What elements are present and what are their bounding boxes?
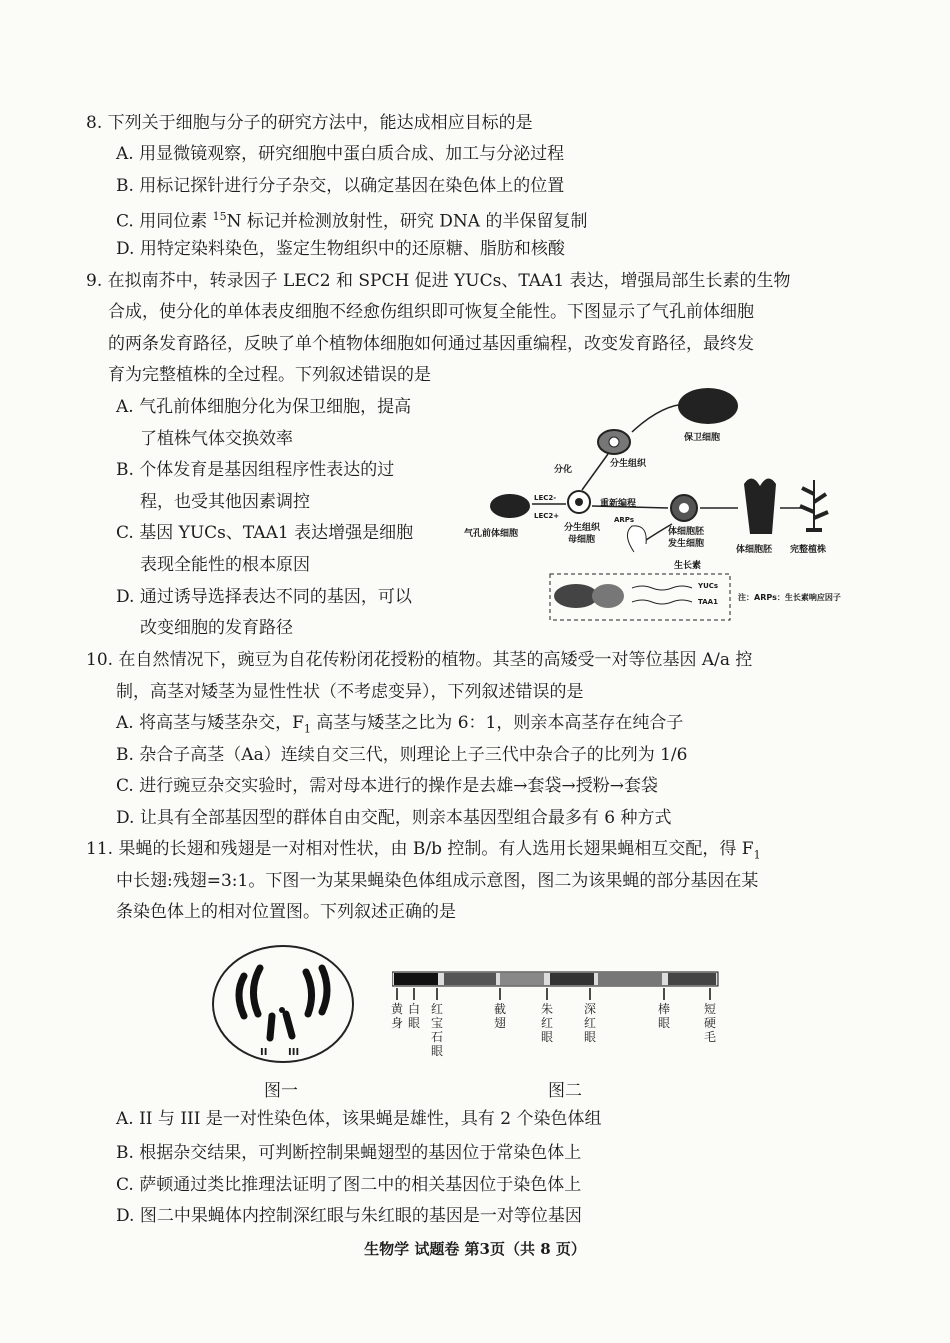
q10-option-b: B. 杂合子高茎（Aa）连续自交三代，则理论上子三代中杂合子的比列为 1/6 bbox=[116, 745, 688, 765]
q11-stem-1-sub: 1 bbox=[753, 848, 761, 862]
q11-option-a: A. II 与 III 是一对性染色体，该果蝇是雄性，具有 2 个染色体组 bbox=[116, 1109, 602, 1129]
cell-outline bbox=[213, 946, 353, 1062]
q9-figure-drawing bbox=[462, 384, 842, 644]
label-differentiation: 分化 bbox=[554, 465, 573, 475]
q8-option-c bbox=[116, 206, 588, 233]
label-meristemoid: 分生组织 bbox=[610, 459, 647, 469]
gene-label-carmine-eye: 深红眼 bbox=[583, 1002, 596, 1044]
gene-label-yellow-body: 黄身 bbox=[390, 1002, 403, 1030]
q9-option-a-2: 了植株气体交换效率 bbox=[140, 429, 293, 449]
precursor-cell bbox=[490, 494, 530, 518]
chromosome-ii-iii bbox=[270, 1014, 292, 1038]
label-whole-plant: 完整植株 bbox=[790, 545, 827, 555]
fig1-caption: 图一 bbox=[264, 1081, 298, 1101]
q9-option-a-1: A. 气孔前体细胞分化为保卫细胞，提高 bbox=[116, 397, 412, 417]
gene-label-ruby-eye: 红宝石眼 bbox=[430, 1002, 443, 1058]
label-mother-cell-1: 分生组织 bbox=[564, 523, 601, 533]
fig1-label-ii: II bbox=[260, 1047, 268, 1058]
gene-label-cut-wing: 截翅 bbox=[493, 1002, 506, 1030]
gene-label-vermilion-eye: 朱红眼 bbox=[540, 1002, 553, 1044]
q8-c-pre: C. 用同位素 bbox=[116, 211, 213, 232]
q11-stem-1 bbox=[86, 838, 761, 866]
somatic-embryo-shape bbox=[744, 478, 776, 534]
chromosome-pair-left bbox=[239, 968, 260, 1016]
label-precursor: 气孔前体细胞 bbox=[464, 529, 519, 539]
label-auxin: 生长素 bbox=[674, 561, 702, 571]
label-lec2-plus: LEC2+ bbox=[534, 512, 560, 520]
label-taa1: TAA1 bbox=[698, 598, 718, 606]
label-note: 注：ARPs：生长素响应因子 bbox=[738, 593, 841, 602]
label-guard-cell: 保卫细胞 bbox=[684, 433, 721, 443]
q10-option-d: D. 让具有全部基因型的群体自由交配，则亲本基因型组合最多有 6 种方式 bbox=[116, 808, 672, 828]
q11-figure-1-chromosomes bbox=[210, 942, 360, 1066]
label-mother-cell-2: 母细胞 bbox=[568, 535, 596, 545]
q11-stem-2: 中长翅:残翅=3:1。下图一为某果蝇染色体组成示意图，图二为该果蝇的部分基因在某 bbox=[116, 871, 759, 891]
q9-development-figure bbox=[462, 384, 842, 644]
label-somatic-embryo: 体细胞胚 bbox=[736, 545, 773, 555]
q11-option-b: B. 根据杂交结果，可判断控制果蝇翅型的基因位于常染色体上 bbox=[116, 1143, 582, 1163]
q9-option-c-2: 表现全能性的根本原因 bbox=[140, 555, 310, 575]
fig1-label-iii: III bbox=[288, 1047, 300, 1058]
guard-cell-shape bbox=[678, 388, 738, 424]
gene-label-short-bristle: 短硬毛 bbox=[703, 1002, 716, 1044]
chromosome-pair-right bbox=[306, 968, 327, 1014]
q11-figure-2-chromosome-map bbox=[392, 970, 722, 1002]
q10-option-a bbox=[116, 712, 683, 740]
q10-stem-2: 制，高茎对矮茎为显性性状（不考虑变异），下列叙述错误的是 bbox=[116, 682, 584, 702]
q8-option-d: D. 用特定染料染色，鉴定生物组织中的还原糖、脂肪和核酸 bbox=[116, 239, 565, 259]
gene-position-ticks bbox=[397, 988, 710, 1000]
gene-label-bar-eye: 棒眼 bbox=[657, 1002, 670, 1030]
q9-option-d-2: 改变细胞的发育路径 bbox=[140, 618, 293, 638]
label-embryo-origin-2: 发生细胞 bbox=[668, 539, 705, 549]
label-arps: ARPs bbox=[614, 516, 634, 524]
label-embryo-origin-1: 体细胞胚 bbox=[668, 527, 705, 537]
q11-stem-3: 条染色体上的相对位置图。下列叙述正确的是 bbox=[116, 902, 456, 922]
q9-stem-3: 的两条发育路径，反映了单个植物体细胞如何通过基因重编程，改变发育路径，最终发 bbox=[108, 334, 754, 354]
q11-option-c: C. 萨顿通过类比推理法证明了图二中的相关基因位于染色体上 bbox=[116, 1175, 582, 1195]
q8-stem: 8. 下列关于细胞与分子的研究方法中，能达成相应目标的是 bbox=[86, 113, 533, 133]
q9-option-b-2: 程，也受其他因素调控 bbox=[140, 492, 310, 512]
q9-option-d-1: D. 通过诱导选择表达不同的基因，可以 bbox=[116, 587, 412, 607]
q9-stem-2: 合成，使分化的单体表皮细胞不经愈伤组织即可恢复全能性。下图显示了气孔前体细胞 bbox=[108, 302, 754, 322]
label-lec2-minus: LEC2- bbox=[534, 494, 557, 502]
q9-option-c-1: C. 基因 YUCs、TAA1 表达增强是细胞 bbox=[116, 523, 414, 543]
gene-label-white-eye: 白眼 bbox=[407, 1002, 420, 1030]
q10-a-post: 高茎与矮茎之比为 6：1，则亲本高茎存在纯合子 bbox=[310, 713, 684, 733]
q8-option-a: A. 用显微镜观察，研究细胞中蛋白质合成、加工与分泌过程 bbox=[116, 144, 565, 164]
q11-option-d: D. 图二中果蝇体内控制深红眼与朱红眼的基因是一对等位基因 bbox=[116, 1206, 582, 1226]
q8-c-post: N 标记并检测放射性，研究 DNA 的半保留复制 bbox=[226, 211, 588, 232]
q9-stem-1: 9. 在拟南芥中，转录因子 LEC2 和 SPCH 促进 YUCs、TAA1 表达，增强局部生长素的生物 bbox=[86, 271, 791, 291]
q10-option-c: C. 进行豌豆杂交实验时，需对母本进行的操作是去雄→套袋→授粉→套袋 bbox=[116, 776, 658, 796]
q8-option-b: B. 用标记探针进行分子杂交，以确定基因在染色体上的位置 bbox=[116, 176, 565, 196]
q9-stem-4: 育为完整植株的全过程。下列叙述错误的是 bbox=[108, 365, 431, 385]
q8-c-sup: 15 bbox=[212, 210, 227, 223]
fig2-caption: 图二 bbox=[548, 1081, 582, 1101]
q10-a-sub: 1 bbox=[303, 722, 311, 736]
q10-stem-1: 10. 在自然情况下，豌豆为自花传粉闭花授粉的植物。其茎的高矮受一对等位基因 A/a 控 bbox=[86, 650, 753, 670]
q11-stem-1-pre: 11. 果蝇的长翅和残翅是一对相对性状，由 B/b 控制。有人选用长翅果蝇相互交配，得 F bbox=[86, 839, 754, 859]
page-footer: 生物学 试题卷 第3页（共 8 页） bbox=[364, 1240, 586, 1258]
label-reprogramming: 重新编程 bbox=[600, 499, 637, 509]
q9-option-b-1: B. 个体发育是基因组程序性表达的过 bbox=[116, 460, 395, 480]
q10-a-pre: A. 将高茎与矮茎杂交，F bbox=[116, 713, 304, 733]
label-yucs: YUCs bbox=[698, 582, 719, 590]
